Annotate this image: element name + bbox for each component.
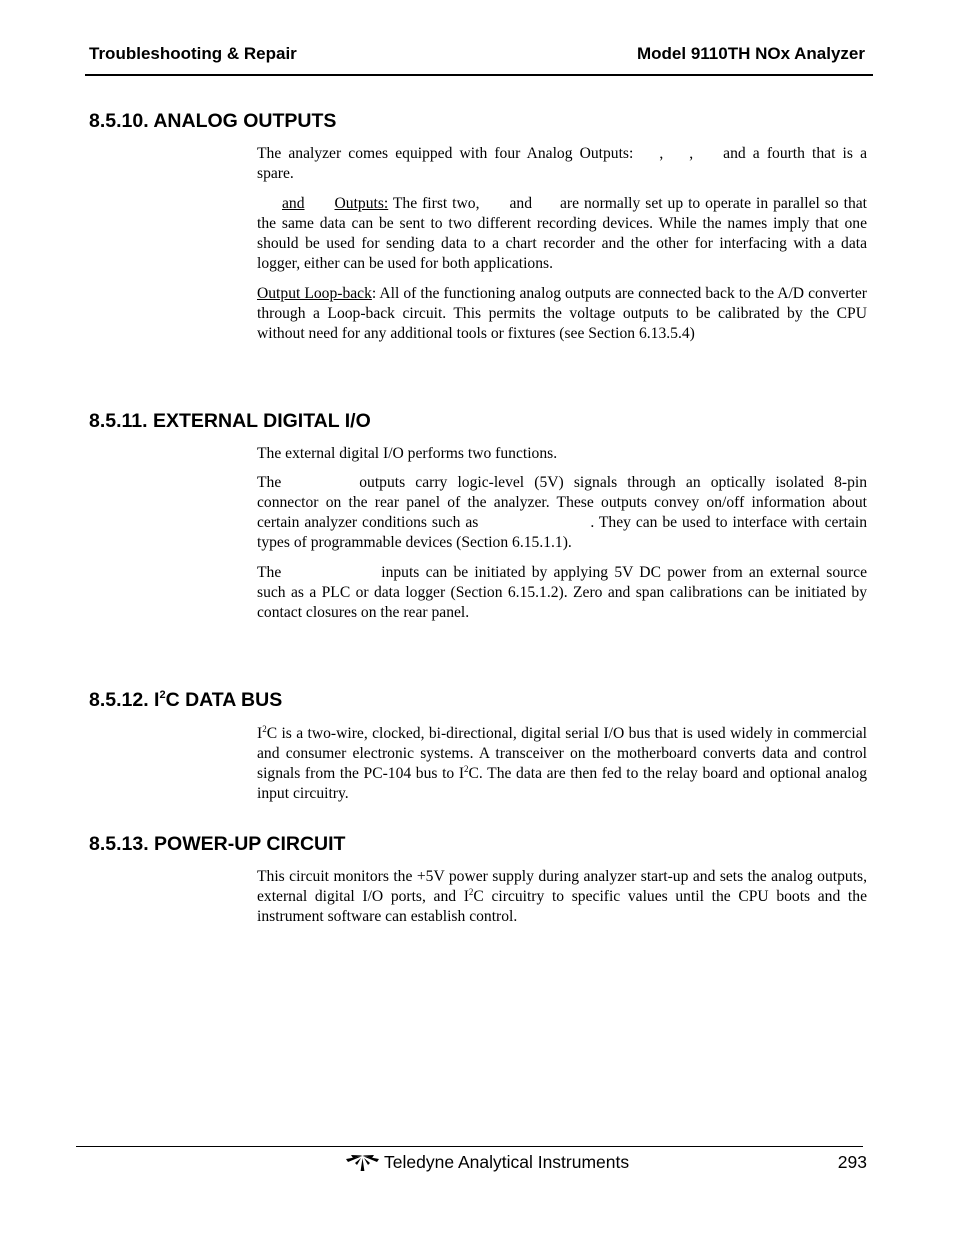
loopback-label: Output Loop-back [257,285,372,302]
analog-paragraph-1: The analyzer comes equipped with four Analog Outputs: , , and a fourth that is a spare. [257,145,867,182]
heading-external-digital-io: 8.5.11. EXTERNAL DIGITAL I/O [89,410,371,432]
heading-power-up-circuit: 8.5.13. POWER-UP CIRCUIT [89,833,346,855]
power-up-body [257,867,867,927]
analog-outputs-body [257,144,867,344]
i2c-body [257,724,867,804]
running-header-section: Troubleshooting & Repair [89,44,297,63]
digital-paragraph-1: The external digital I/O performs two functions. [257,445,558,462]
digital-paragraph-2: The outputs carry logic-level (5V) signals through an optically isolated 8-pin connector on the rear panel of the analyzer. These outputs convey on/off information about certain analyzer conditions such as . They can be used to interface with certain types of programmable devices (Section 6.15.1.1). [257,474,867,551]
footer-divider [76,1146,863,1147]
analog-paragraph-2: and Outputs: The first two, and are normally set up to operate in parallel so that the same data can be sent to two different recording devices. While the names imply that one should be used for sending data to a chart recorder and the other for interfacing with a data logger, either can be used for both applications. [257,195,867,272]
page-number: 293 [837,1152,867,1172]
heading-analog-outputs: 8.5.10. ANALOG OUTPUTS [89,110,337,132]
teledyne-logo-icon [346,1153,379,1171]
analog-paragraph-3: Output Loop-back: All of the functioning analog outputs are connected back to the A/D converter through a Loop-back circuit. This permits the voltage outputs to be calibrated by the CPU without need for any additional tools or fixtures (see Section 6.13.5.4) [257,285,867,342]
footer-company: Teledyne Analytical Instruments [384,1152,630,1172]
power-up-paragraph: This circuit monitors the +5V power supply during analyzer start-up and sets the analog outputs, external digital I/O ports, and $I^2C$ circuitry to specific values until the CPU boots and the instrument software can establish control. [257,868,867,925]
i2c-paragraph: $I^2C$ is a two-wire, clocked, bi-directional, digital serial I/O bus that is used widely in commercial and consumer electronic systems. A transceiver on the motherboard converts data and control signals from the PC-104 bus to $I^2C$. The data are then fed to the relay board and optional analog input circuitry. [257,723,867,802]
heading-i2c-data-bus: 8.5.12. $I^2C$ DATA BUS [89,688,283,711]
digital-io-body [257,444,867,623]
digital-paragraph-3: The inputs can be initiated by applying 5V DC power from an external source such as a PLC or data logger (Section 6.15.1.2). Zero and span calibrations can be initiated by contact closures on the rear panel. [257,564,867,621]
header-divider [85,74,873,76]
running-header-title: Model 9110TH NOx Analyzer [636,44,865,63]
